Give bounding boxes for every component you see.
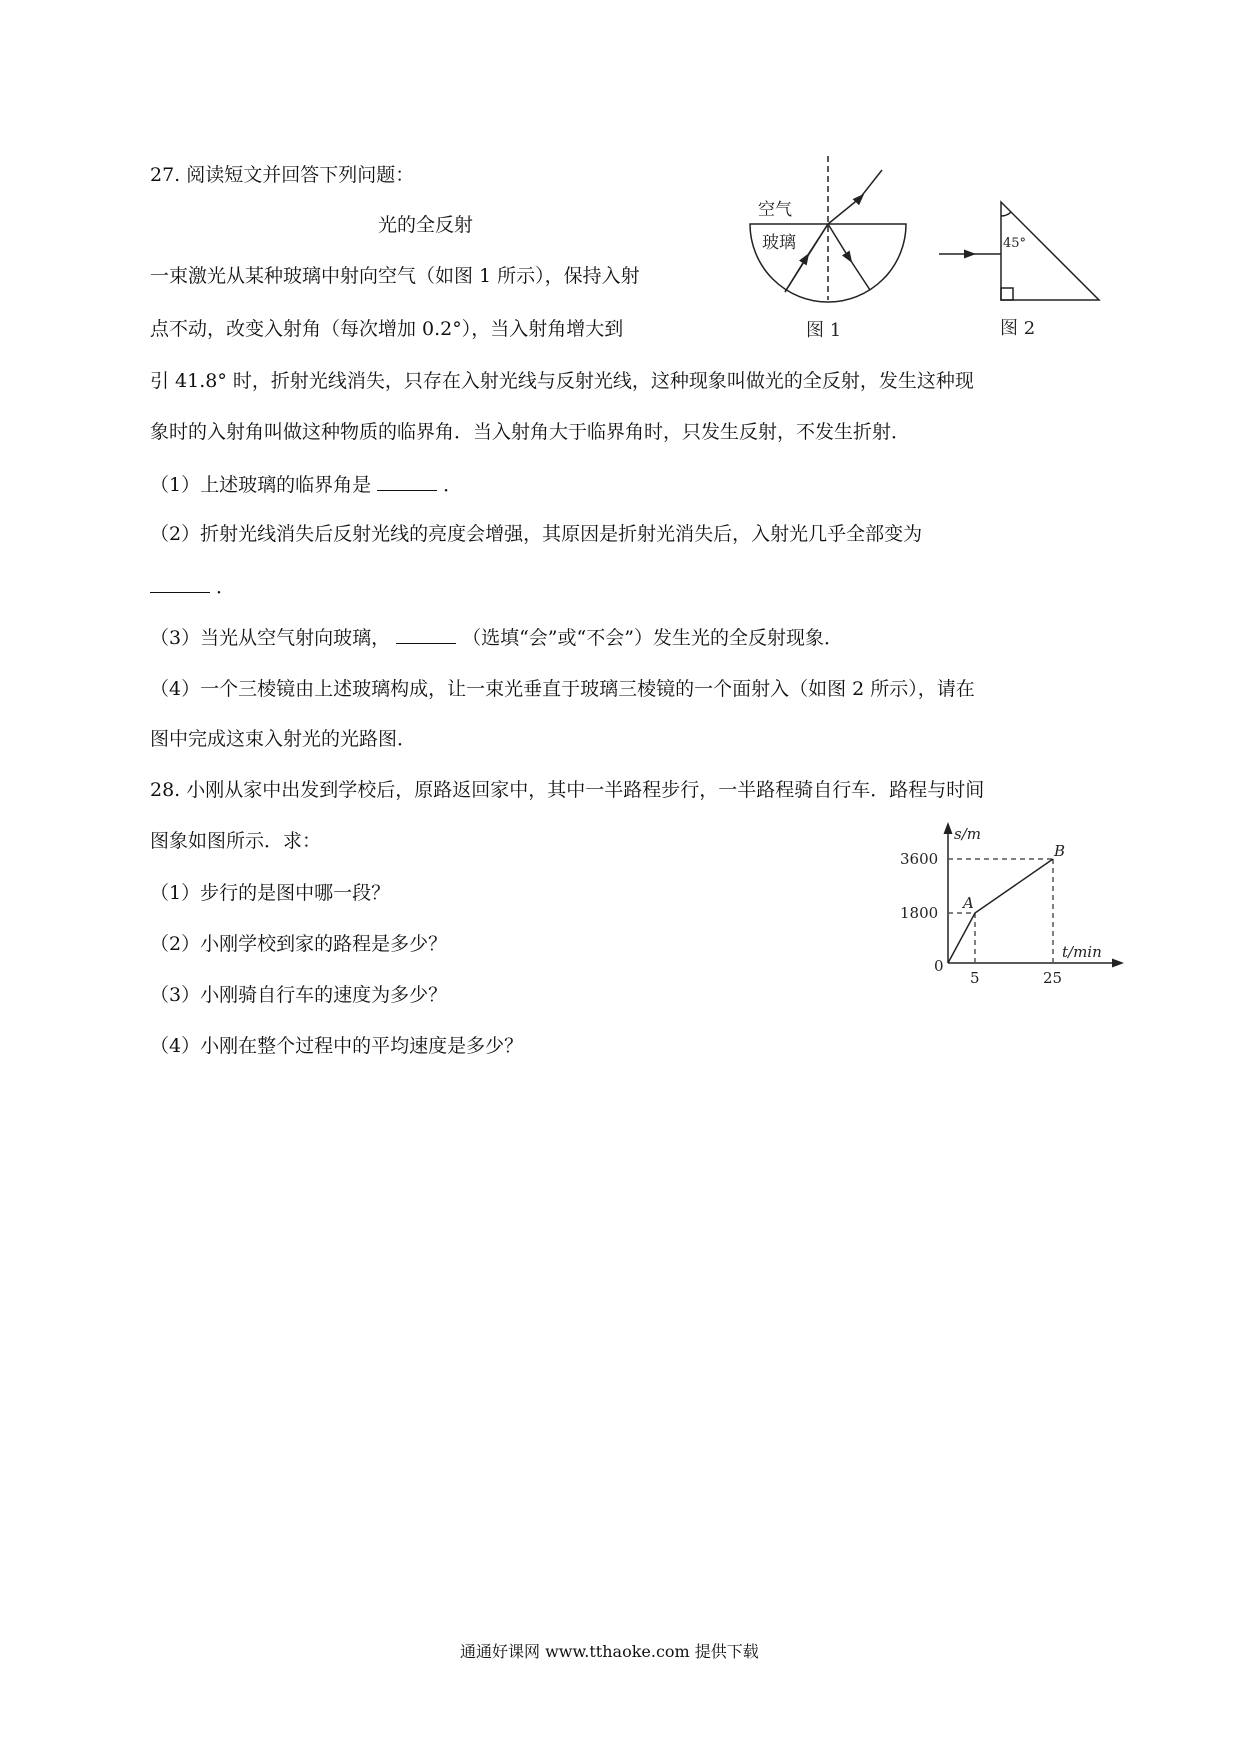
q27-sub3-rest: （选填“会”或“不会”）发生光的全反射现象．: [462, 627, 843, 649]
point-a-label: A: [963, 894, 974, 912]
q28-paragraph: 图象如图所示．求：: [150, 830, 322, 852]
angle-label: 45°: [1003, 236, 1027, 251]
q28-sub2: （2）小刚学校到家的路程是多少？: [150, 933, 448, 955]
q28-sub4: （4）小刚在整个过程中的平均速度是多少？: [150, 1035, 524, 1057]
glass-label: 玻璃: [762, 233, 796, 253]
q27-sub4-cont: 图中完成这束入射光的光路图．: [150, 728, 417, 750]
q27-sub1-end: ．: [443, 474, 463, 496]
q28-sub3: （3）小刚骑自行车的速度为多少？: [150, 984, 448, 1006]
origin-label: 0: [934, 957, 944, 975]
figure-2: [939, 202, 1099, 300]
q27-paragraph: 象时的入射角叫做这种物质的临界角．当入射角大于临界角时，只发生反射，不发生折射．: [150, 421, 911, 443]
q27-sub4: （4）一个三棱镜由上述玻璃构成，让一束光垂直于玻璃三棱镜的一个面射入（如图 2 所示），请在: [150, 678, 975, 700]
x-axis-label: t/min: [1062, 943, 1102, 961]
fig1-caption: 图 1: [806, 320, 842, 341]
prism-triangle: [1001, 202, 1099, 300]
q27-heading: 27. 阅读短文并回答下列问题：: [150, 164, 415, 186]
fig2-caption: 图 2: [1000, 318, 1036, 339]
y-tick-1800: 1800: [900, 904, 939, 922]
right-angle-mark: [1001, 288, 1013, 300]
refracted-ray: [828, 170, 882, 224]
y-tick-3600: 3600: [900, 850, 939, 868]
reflected-ray: [828, 224, 870, 290]
q27-sub2: （2）折射光线消失后反射光线的亮度会增强，其原因是折射光消失后，入射光几乎全部变为: [150, 523, 923, 545]
q27-paragraph: 引 41.8° 时，折射光线消失，只存在入射光线与反射光线，这种现象叫做光的全反射，发生这种现: [150, 370, 974, 392]
q28-heading: 28. 小刚从家中出发到学校后，原路返回家中，其中一半路程步行，一半路程骑自行车．路程与时间: [150, 779, 985, 801]
q27-sub2-end: ．: [216, 576, 236, 598]
q27-paragraph: 一束激光从某种玻璃中射向空气（如图 1 所示），保持入射: [150, 265, 640, 287]
point-b-label: B: [1054, 842, 1066, 860]
q27-passage-title: 光的全反射: [378, 214, 474, 236]
q28-sub1: （1）步行的是图中哪一段？: [150, 882, 391, 904]
air-label: 空气: [758, 200, 792, 220]
footer: 通通好课网 www.tthaoke.com 提供下载: [460, 1642, 759, 1661]
q27-sub3-text: （3）当光从空气射向玻璃，: [150, 627, 391, 649]
figure-1: [750, 156, 906, 302]
x-tick-25: 25: [1043, 969, 1063, 987]
q27-paragraph: 点不动，改变入射角（每次增加 0.2°），当入射角增大到: [150, 318, 624, 340]
x-tick-5: 5: [970, 969, 980, 987]
y-axis-label: s/m: [954, 825, 981, 843]
q27-sub1-text: （1）上述玻璃的临界角是: [150, 474, 372, 496]
